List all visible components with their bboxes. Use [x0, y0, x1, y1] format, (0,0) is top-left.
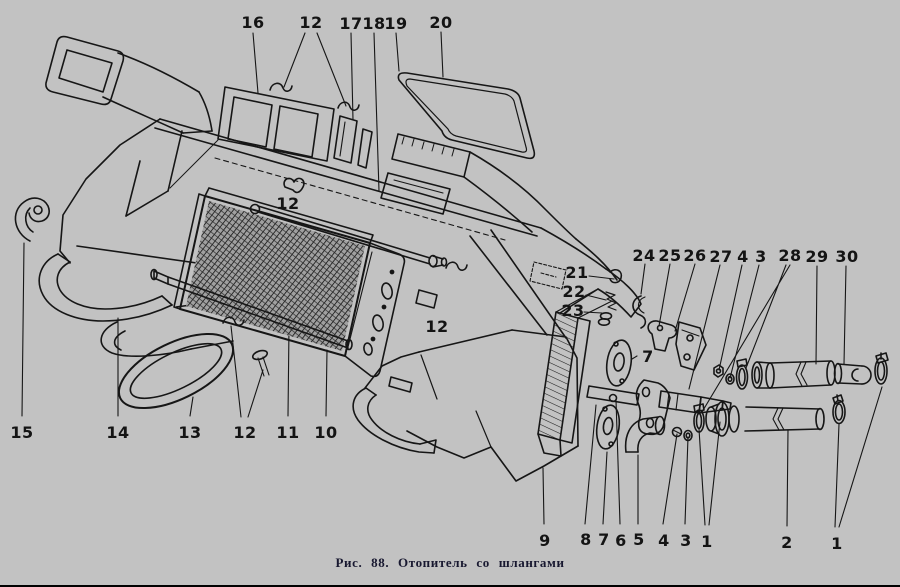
callout-19: 19	[384, 14, 408, 33]
mounting-bar	[587, 386, 639, 405]
callout-4-bottom: 4	[658, 531, 670, 550]
trim-strips	[334, 116, 372, 168]
callout-22: 22	[562, 282, 586, 301]
seal-frame	[398, 73, 534, 158]
callout-26: 26	[683, 246, 707, 265]
callout-27: 27	[709, 247, 733, 266]
callout-1-right: 1	[831, 534, 843, 553]
callout-3-bottom: 3	[680, 531, 692, 550]
housing-openings	[381, 134, 470, 308]
callout-25: 25	[658, 246, 682, 265]
callout-28: 28	[778, 246, 802, 265]
callout-29: 29	[805, 247, 829, 266]
callout-1-left: 1	[701, 532, 713, 551]
callout-2: 2	[781, 533, 793, 552]
callout-24: 24	[632, 246, 656, 265]
callout-3-right: 3	[755, 247, 767, 266]
callout-5: 5	[633, 530, 645, 549]
callout-17: 17	[339, 14, 363, 33]
callout-30: 30	[835, 247, 859, 266]
figure-caption: Рис. 88. Отопитель со шлангами	[335, 555, 565, 570]
callout-7-bottom: 7	[598, 530, 610, 549]
callout-15: 15	[10, 423, 34, 442]
callout-13: 13	[178, 423, 202, 442]
callout-8: 8	[580, 530, 592, 549]
callout-11: 11	[276, 423, 300, 442]
callout-12-right: 12	[425, 317, 449, 336]
callout-16: 16	[241, 13, 265, 32]
callout-4-right: 4	[737, 247, 749, 266]
callout-21: 21	[565, 263, 589, 282]
callout-12-bottom: 12	[233, 423, 257, 442]
hook-bracket	[15, 198, 49, 241]
callout-14: 14	[106, 423, 130, 442]
callout-6: 6	[615, 531, 627, 550]
callout-23: 23	[561, 301, 585, 320]
callout-20: 20	[429, 13, 453, 32]
callout-7-mid: 7	[642, 347, 654, 366]
callout-9: 9	[539, 531, 551, 550]
callout-12-top: 12	[299, 13, 323, 32]
air-intake-duct	[46, 37, 212, 133]
oval-gasket	[108, 319, 244, 424]
callout-18: 18	[362, 14, 386, 33]
callout-10: 10	[314, 423, 338, 442]
hoses-and-clamps	[694, 353, 888, 436]
callout-12-mid: 12	[276, 194, 300, 213]
